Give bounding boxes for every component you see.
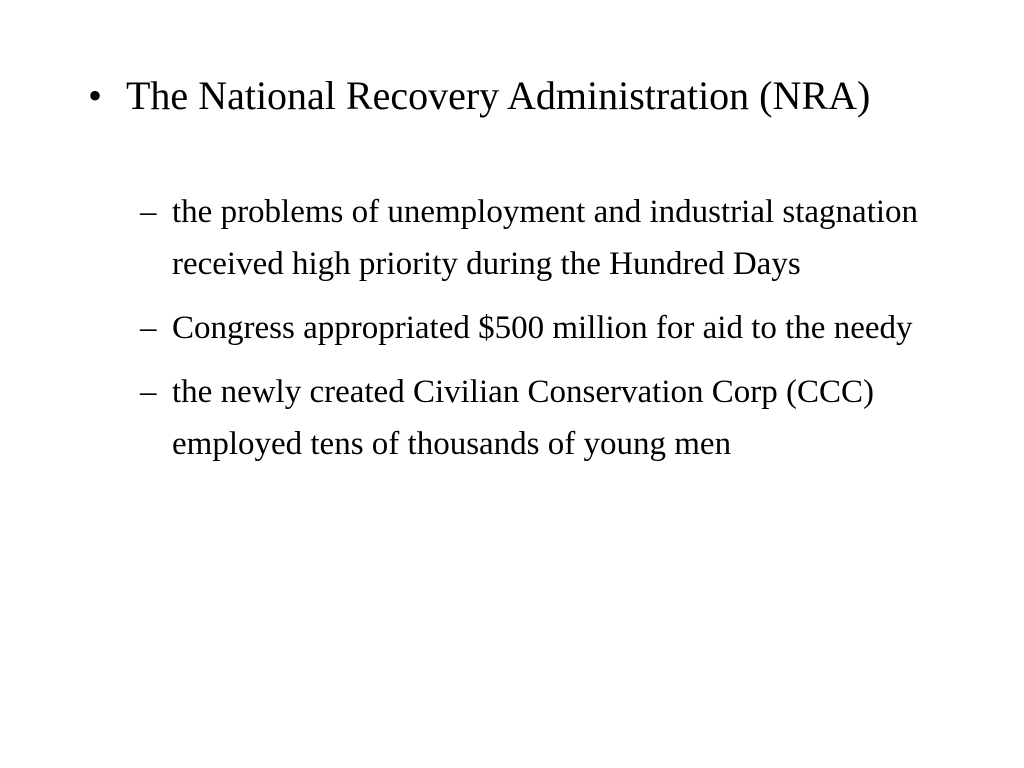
sub-bullet-item xyxy=(140,186,920,290)
sub-bullet-text: Congress appropriated $500 million for aid to the needy xyxy=(172,310,913,346)
bullet-marker: • xyxy=(88,73,103,118)
sub-bullet-text: the problems of unemployment and industrial stagnation received high priority during the Hundred Days xyxy=(172,194,919,282)
main-bullet-text: The National Recovery Administration (NRA) xyxy=(126,73,871,118)
dash-marker: – xyxy=(140,194,157,230)
sub-bullet-text: the newly created Civilian Conservation Corp (CCC) employed tens of thousands of young men xyxy=(172,374,875,462)
sub-bullet-item xyxy=(140,366,920,470)
dash-marker: – xyxy=(140,310,157,346)
dash-marker: – xyxy=(140,374,157,410)
sub-bullet-list xyxy=(140,186,920,482)
sub-bullet-item xyxy=(140,302,920,354)
main-bullet xyxy=(88,70,888,122)
